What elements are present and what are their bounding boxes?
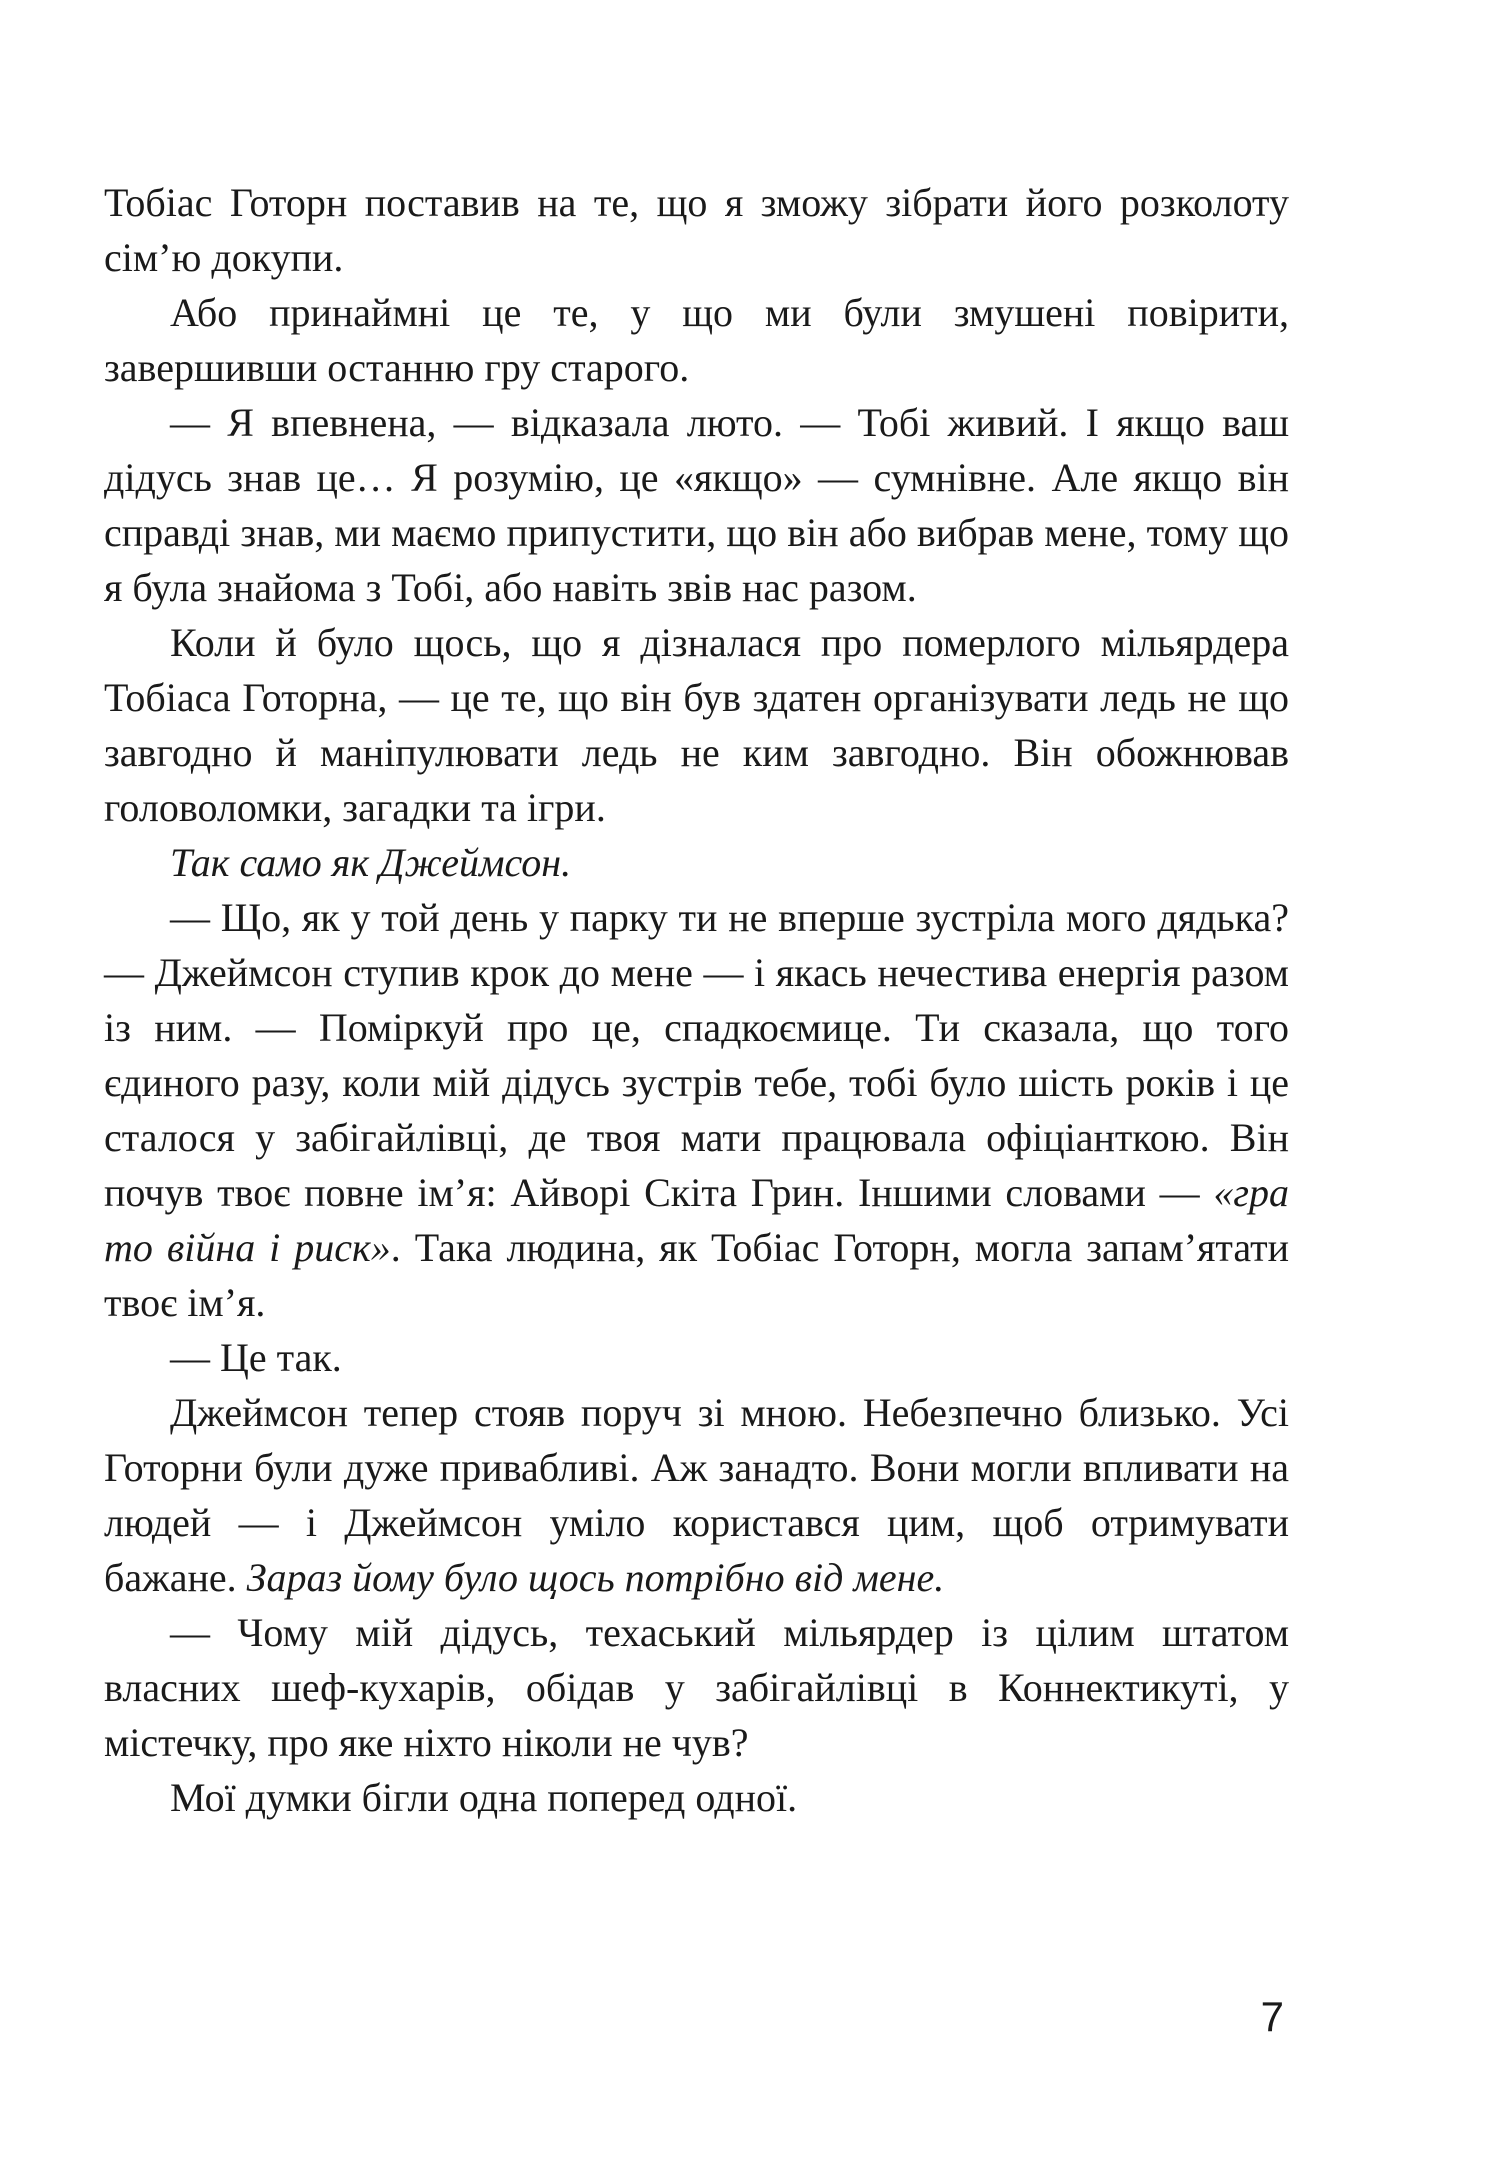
paragraph: Джеймсон тепер стояв поруч зі мною. Небезпечно близько. Усі Готорни були дуже привабливі. Аж занадто. Вони могли впливати на людей — і Джеймсон уміло користався цим, щоб отримувати бажане. Зараз йому було щось потрібно від мене. [104,1390,1289,1600]
italic-phrase: «гра то війна і риск» [104,1170,1289,1270]
paragraph-italic: Так само як Джеймсон. [170,840,572,885]
paragraph: — Це так. [170,1335,342,1380]
paragraph: — Чому мій дідусь, техаський мільярдер із цілим штатом власних шеф-кухарів, обідав у забігайлівці в Коннектикуті, у містечку, про яке ніхто ніколи не чув? [104,1610,1289,1765]
body-text [104,175,1289,1825]
paragraph: Тобіас Готорн поставив на те, що я зможу зібрати його розколоту сім’ю докупи. [104,180,1289,280]
paragraph: Або принаймні це те, у що ми були змушені повірити, завершивши останню гру старого. [104,290,1289,390]
italic-phrase: Зараз йому було щось потрібно від мене. [246,1555,945,1600]
page-number: 7 [1260,1993,1284,2040]
paragraph: Мої думки бігли одна поперед одної. [170,1775,798,1820]
paragraph: — Що, як у той день у парку ти не вперше зустріла мого дядька? — Джеймсон ступив крок до мене — і якась нечестива енергія разом із ним. — Поміркуй про це, спадкоємице. Ти сказала, що того єдиного разу, коли мій дідусь зустрів тебе, тобі було шість років і це сталося у забігайлівці, де твоя мати працювала офіціанткою. Він почув твоє повне ім’я: Айворі Скіта Грин. Іншими словами — «гра то війна і риск». Така людина, як Тобіас Готорн, могла запам’ятати твоє ім’я. [104,895,1289,1325]
paragraph: Коли й було щось, що я дізналася про померлого мільярдера Тобіаса Готорна, — це те, що він був здатен організувати ледь не що завгодно й маніпулювати ледь не ким завгодно. Він обожнював головоломки, загадки та ігри. [104,620,1289,830]
paragraph: — Я впевнена, — відказала люто. — Тобі живий. І якщо ваш дідусь знав це… Я розумію, це «якщо» — сумнівне. Але якщо він справді знав, ми маємо припустити, що він або вибрав мене, тому що я була знайома з Тобі, або навіть звів нас разом. [104,400,1289,610]
